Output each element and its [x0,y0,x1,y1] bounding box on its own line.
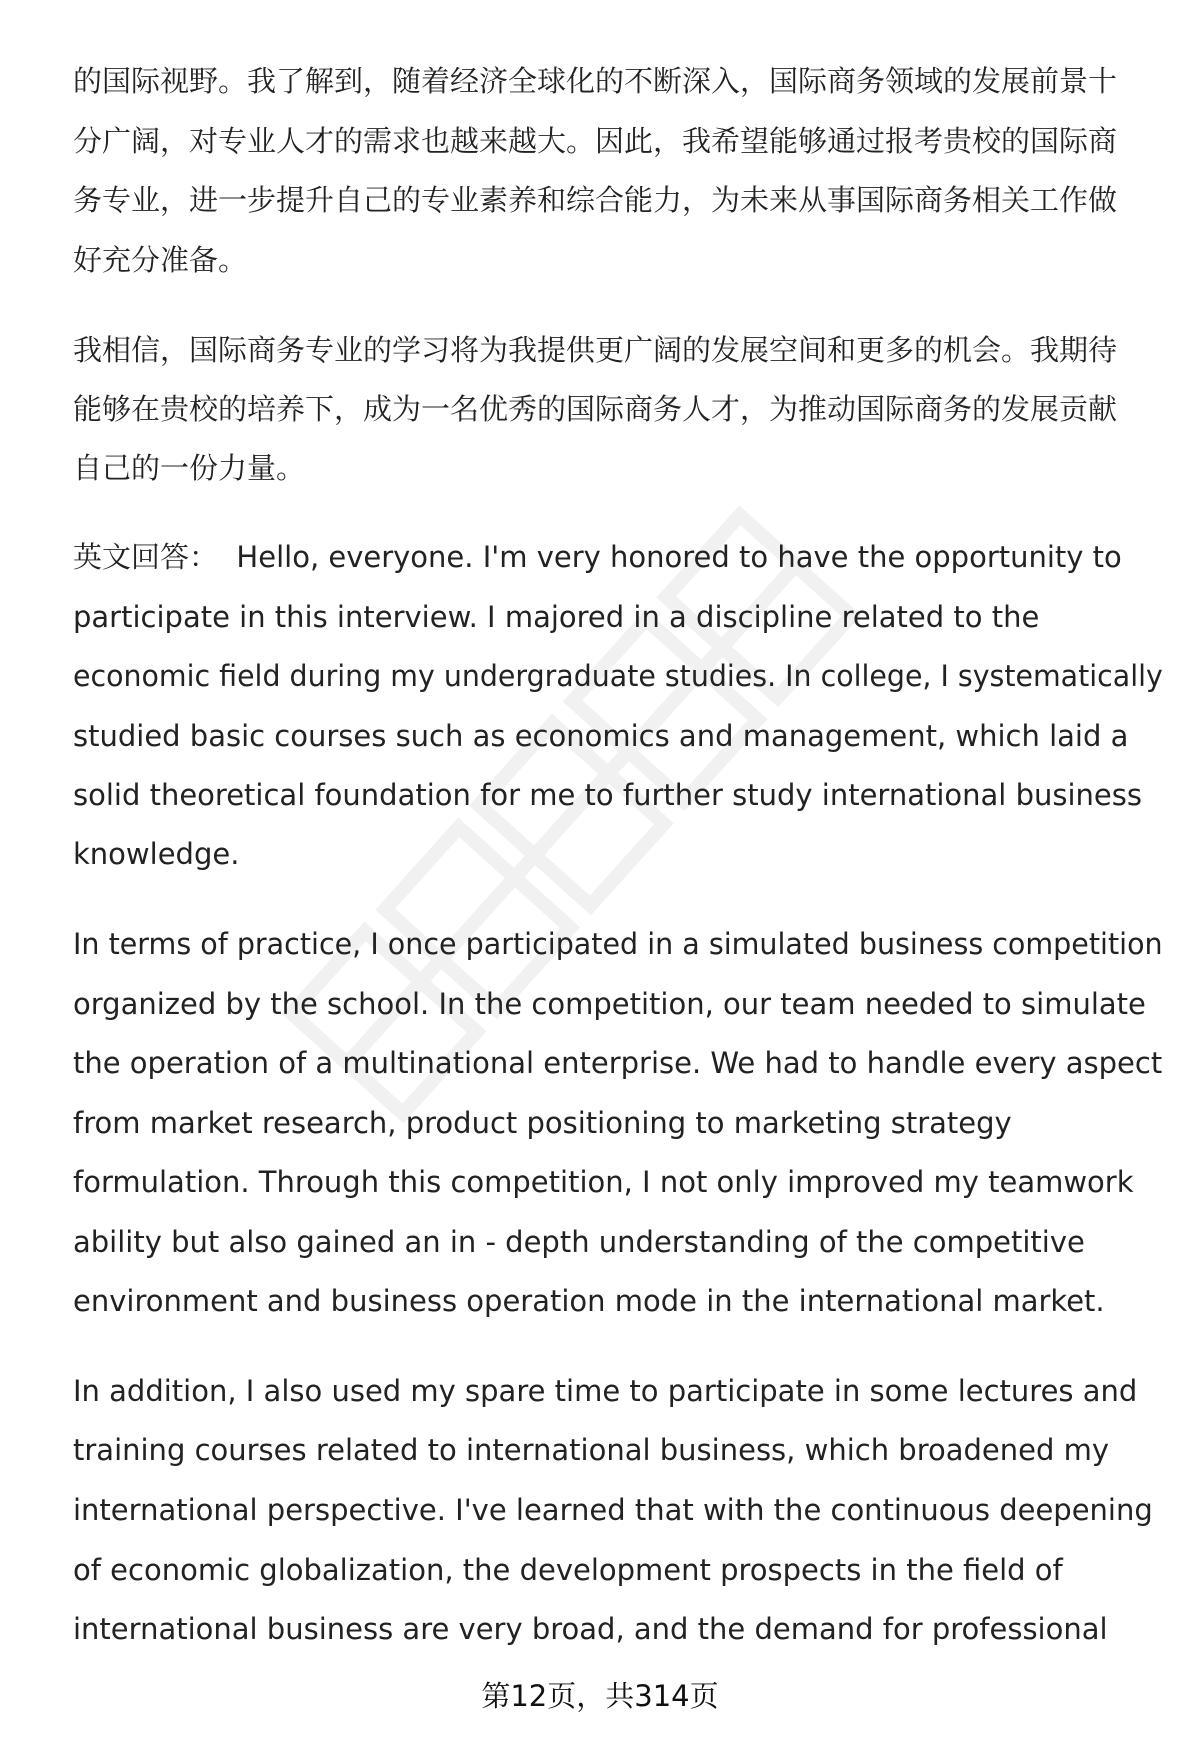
paragraph-1-line: 务专业，进一步提升自己的专业素养和综合能力，为未来从事国际商务相关工作做 [73,183,1118,217]
paragraph-4-line: organized by the school. In the competition, our team needed to simulate [73,987,1146,1021]
paragraph-3-line: participate in this interview. I majored in a discipline related to the [73,600,1040,634]
paragraph-4-line: from market research, product positioning to marketing strategy [73,1106,1012,1140]
paragraph-4-line: formulation. Through this competition, I not only improved my teamwork [73,1165,1134,1199]
paragraph-4-line: the operation of a multinational enterprise. We had to handle every aspect [73,1046,1163,1080]
paragraph-3-line: studied basic courses such as economics and management, which laid a [73,719,1129,753]
paragraph-2-line: 我相信，国际商务专业的学习将为我提供更广阔的发展空间和更多的机会。我期待 [73,333,1118,367]
page-number-footer: 第12页，共314页 [481,1679,719,1713]
paragraph-2-line: 能够在贵校的培养下，成为一名优秀的国际商务人才，为推动国际商务的发展贡献 [73,392,1118,426]
paragraph-3-line: knowledge. [73,837,240,871]
paragraph-3-line: solid theoretical foundation for me to further study international business [73,778,1142,812]
paragraph-5-line: training courses related to international business, which broadened my [73,1433,1110,1467]
paragraph-3-line: 英文回答： Hello, everyone. I'm very honored to have the opportunity to [73,540,1122,574]
paragraph-4-line: environment and business operation mode in the international market. [73,1284,1105,1318]
paragraph-3-line: economic field during my undergraduate studies. In college, I systematically [73,659,1163,693]
paragraph-1-line: 好充分准备。 [73,243,248,277]
paragraph-5-line: international perspective. I've learned that with the continuous deepening [73,1493,1153,1527]
paragraph-1-line: 分广阔，对专业人才的需求也越来越大。因此，我希望能够通过报考贵校的国际商 [73,124,1118,158]
paragraph-1-line: 的国际视野。我了解到，随着经济全球化的不断深入，国际商务领域的发展前景十 [73,64,1118,98]
paragraph-5-line: international business are very broad, and the demand for professional [73,1612,1108,1646]
paragraph-2-line: 自己的一份力量。 [73,451,306,485]
paragraph-4-line: In terms of practice, I once participated in a simulated business competition [73,927,1163,961]
paragraph-5-line: In addition, I also used my spare time to participate in some lectures and [73,1374,1138,1408]
paragraph-4-line: ability but also gained an in - depth understanding of the competitive [73,1225,1085,1259]
paragraph-5-line: of economic globalization, the development prospects in the field of [73,1553,1063,1587]
